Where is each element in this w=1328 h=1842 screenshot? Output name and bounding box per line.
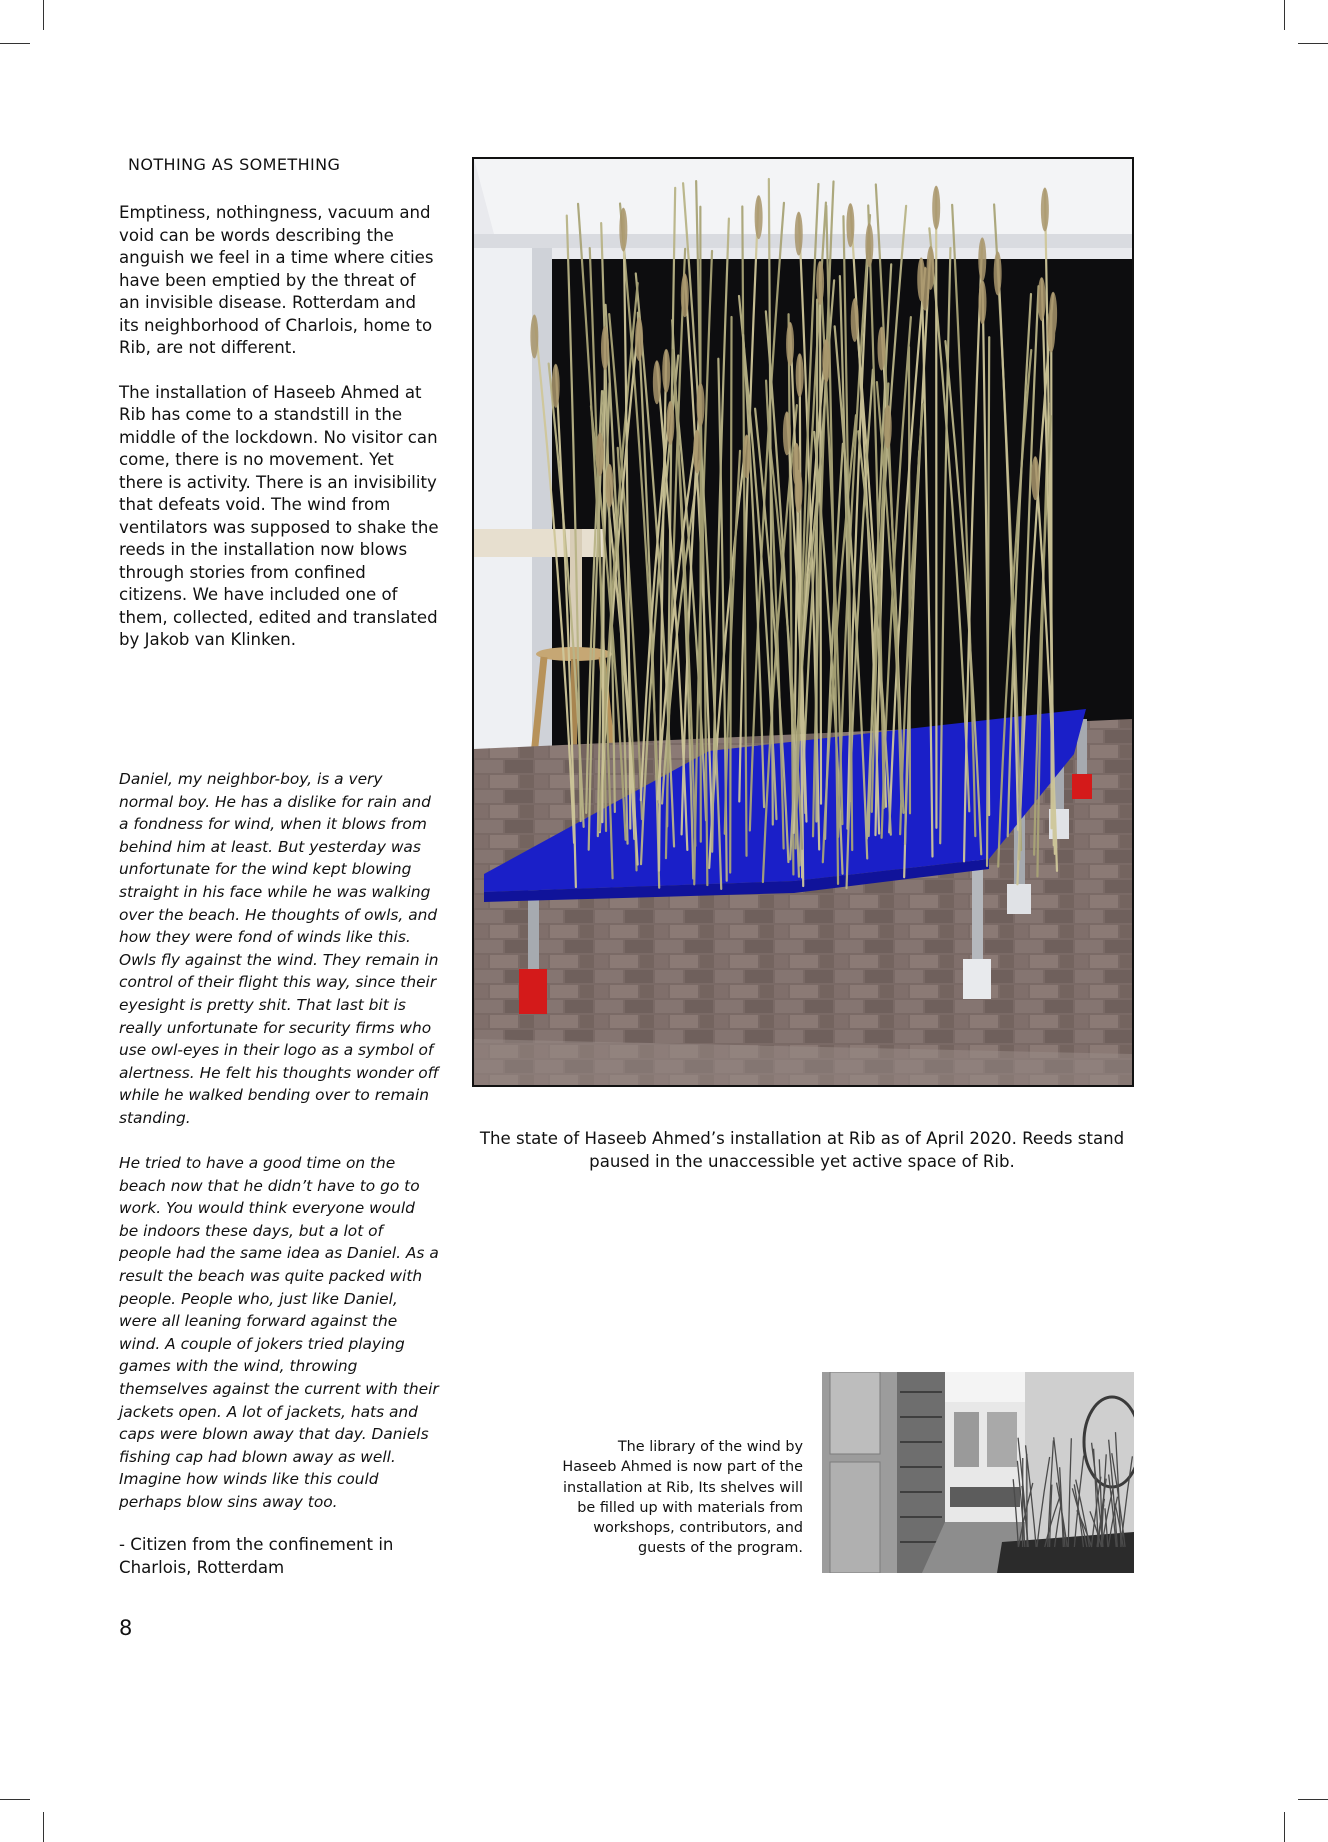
crop-mark: [0, 1799, 30, 1800]
citizen-story: [119, 768, 439, 1536]
reed-stalk: [730, 317, 731, 872]
reed-plume: [666, 401, 674, 445]
library-photo-illustration: [822, 1372, 1134, 1573]
reed-plume: [795, 212, 803, 256]
reed-plume: [681, 273, 689, 317]
reed-plume: [530, 315, 538, 359]
reed-plume: [878, 327, 886, 371]
reed-plume: [653, 360, 661, 404]
reed-plume: [635, 317, 643, 361]
reed-plume: [795, 469, 803, 513]
reed-plume: [921, 267, 929, 311]
reed-plume: [978, 237, 986, 281]
intro-text: [119, 202, 439, 674]
section-heading: NOTHING AS SOMETHING: [128, 155, 341, 174]
installation-photo-caption: The state of Haseeb Ahmed’s installation at Rib as of April 2020. Reeds stand paused in the unaccessible yet active space of Rib.: [479, 1129, 1125, 1171]
reed-plume: [552, 364, 560, 408]
page-number: 8: [119, 1616, 133, 1640]
reed-plume: [796, 353, 804, 397]
reed-plume: [743, 435, 751, 479]
crop-mark: [1298, 43, 1328, 44]
crop-mark: [1298, 1799, 1328, 1800]
story-paragraph: He tried to have a good time on the beach now that he didn’t have to go to work. You would think everyone would be indoors these days, but a lot of people had the same idea as Daniel. As a result the beach was quite packed with people. People who, just like Daniel, were all leaning forward against the wind. A couple of jokers tried playing games with the wind, throwing themselves against the current with their jackets open. A lot of jackets, hats and caps were blown away that day. Daniels fishing cap had blown away as well. Imagine how winds like this could perhaps blow sins away too.: [119, 1154, 439, 1511]
reed-plume: [851, 298, 859, 342]
reed-plume: [816, 261, 824, 305]
reed-plume: [606, 464, 614, 508]
reed-plume: [786, 322, 794, 366]
reed-plume: [1031, 456, 1039, 500]
reed-plume: [697, 383, 705, 427]
reed-plume: [884, 405, 892, 449]
story-paragraph: Daniel, my neighbor-boy, is a very normal boy. He has a dislike for rain and a fondness for wind, when it blows from behind him at least. But yesterday was unfortunate for the wind kept blowing straight in his face while he was walking over the beach. He thoughts of owls, and how they were fond of winds like this. Owls fly against the wind. They remain in control of their flight this way, since their eyesight is pretty shit. That last bit is really unfortunate for security firms who use owl-eyes in their logo as a symbol of alertness. He felt his thoughts wonder off while he walked bending over to remain standing.: [119, 770, 439, 1127]
reed-plume: [978, 280, 986, 324]
story-signoff: - Citizen from the confinement in Charlois, Rotterdam: [119, 1535, 394, 1577]
reed-plume: [601, 326, 609, 370]
reed-plume: [693, 429, 701, 473]
reed-plume: [619, 208, 627, 252]
reed-plume: [865, 223, 873, 267]
reed-plume: [662, 349, 670, 393]
reed-plume: [1038, 277, 1046, 321]
reed-plume: [1041, 188, 1049, 232]
intro-paragraph: Emptiness, nothingness, vacuum and void can be words describing the anguish we feel in a time where cities have been emptied by the threat of an invisible disease. Rotterdam and its neighborhood of Charlois, home to Rib, are not different.: [119, 203, 434, 357]
reed-plume: [783, 411, 791, 455]
installation-photo: [472, 157, 1134, 1087]
reed-plume: [846, 203, 854, 247]
reed-plume: [932, 186, 940, 230]
reed-plume: [822, 339, 830, 383]
crop-mark: [0, 43, 30, 44]
library-photo: [822, 1372, 1134, 1573]
reed-plume: [755, 195, 763, 239]
reed-plume: [1049, 292, 1057, 336]
crop-mark: [43, 1812, 44, 1842]
intro-paragraph: The installation of Haseeb Ahmed at Rib has come to a standstill in the middle of the lockdown. No visitor can come, there is no movement. Yet there is activity. There is an invisibility that defeats void. The wind from ventilators was supposed to shake the reeds in the installation now blows through stories from confined citizens. We have included one of them, collected, edited and translated by Jakob van Klinken.: [119, 382, 439, 649]
reed-stalk: [816, 300, 817, 822]
library-photo-caption: The library of the wind by Haseeb Ahmed is now part of the installation at Rib, Its shelves will be filled up with materials from workshops, contributors, and guests of the program.: [562, 1439, 803, 1557]
reed-plume: [994, 251, 1002, 295]
crop-mark: [1284, 1812, 1285, 1842]
crop-mark: [1284, 0, 1285, 30]
crop-mark: [43, 0, 44, 30]
reed-plume: [596, 432, 604, 476]
installation-photo-illustration: [474, 159, 1132, 1085]
